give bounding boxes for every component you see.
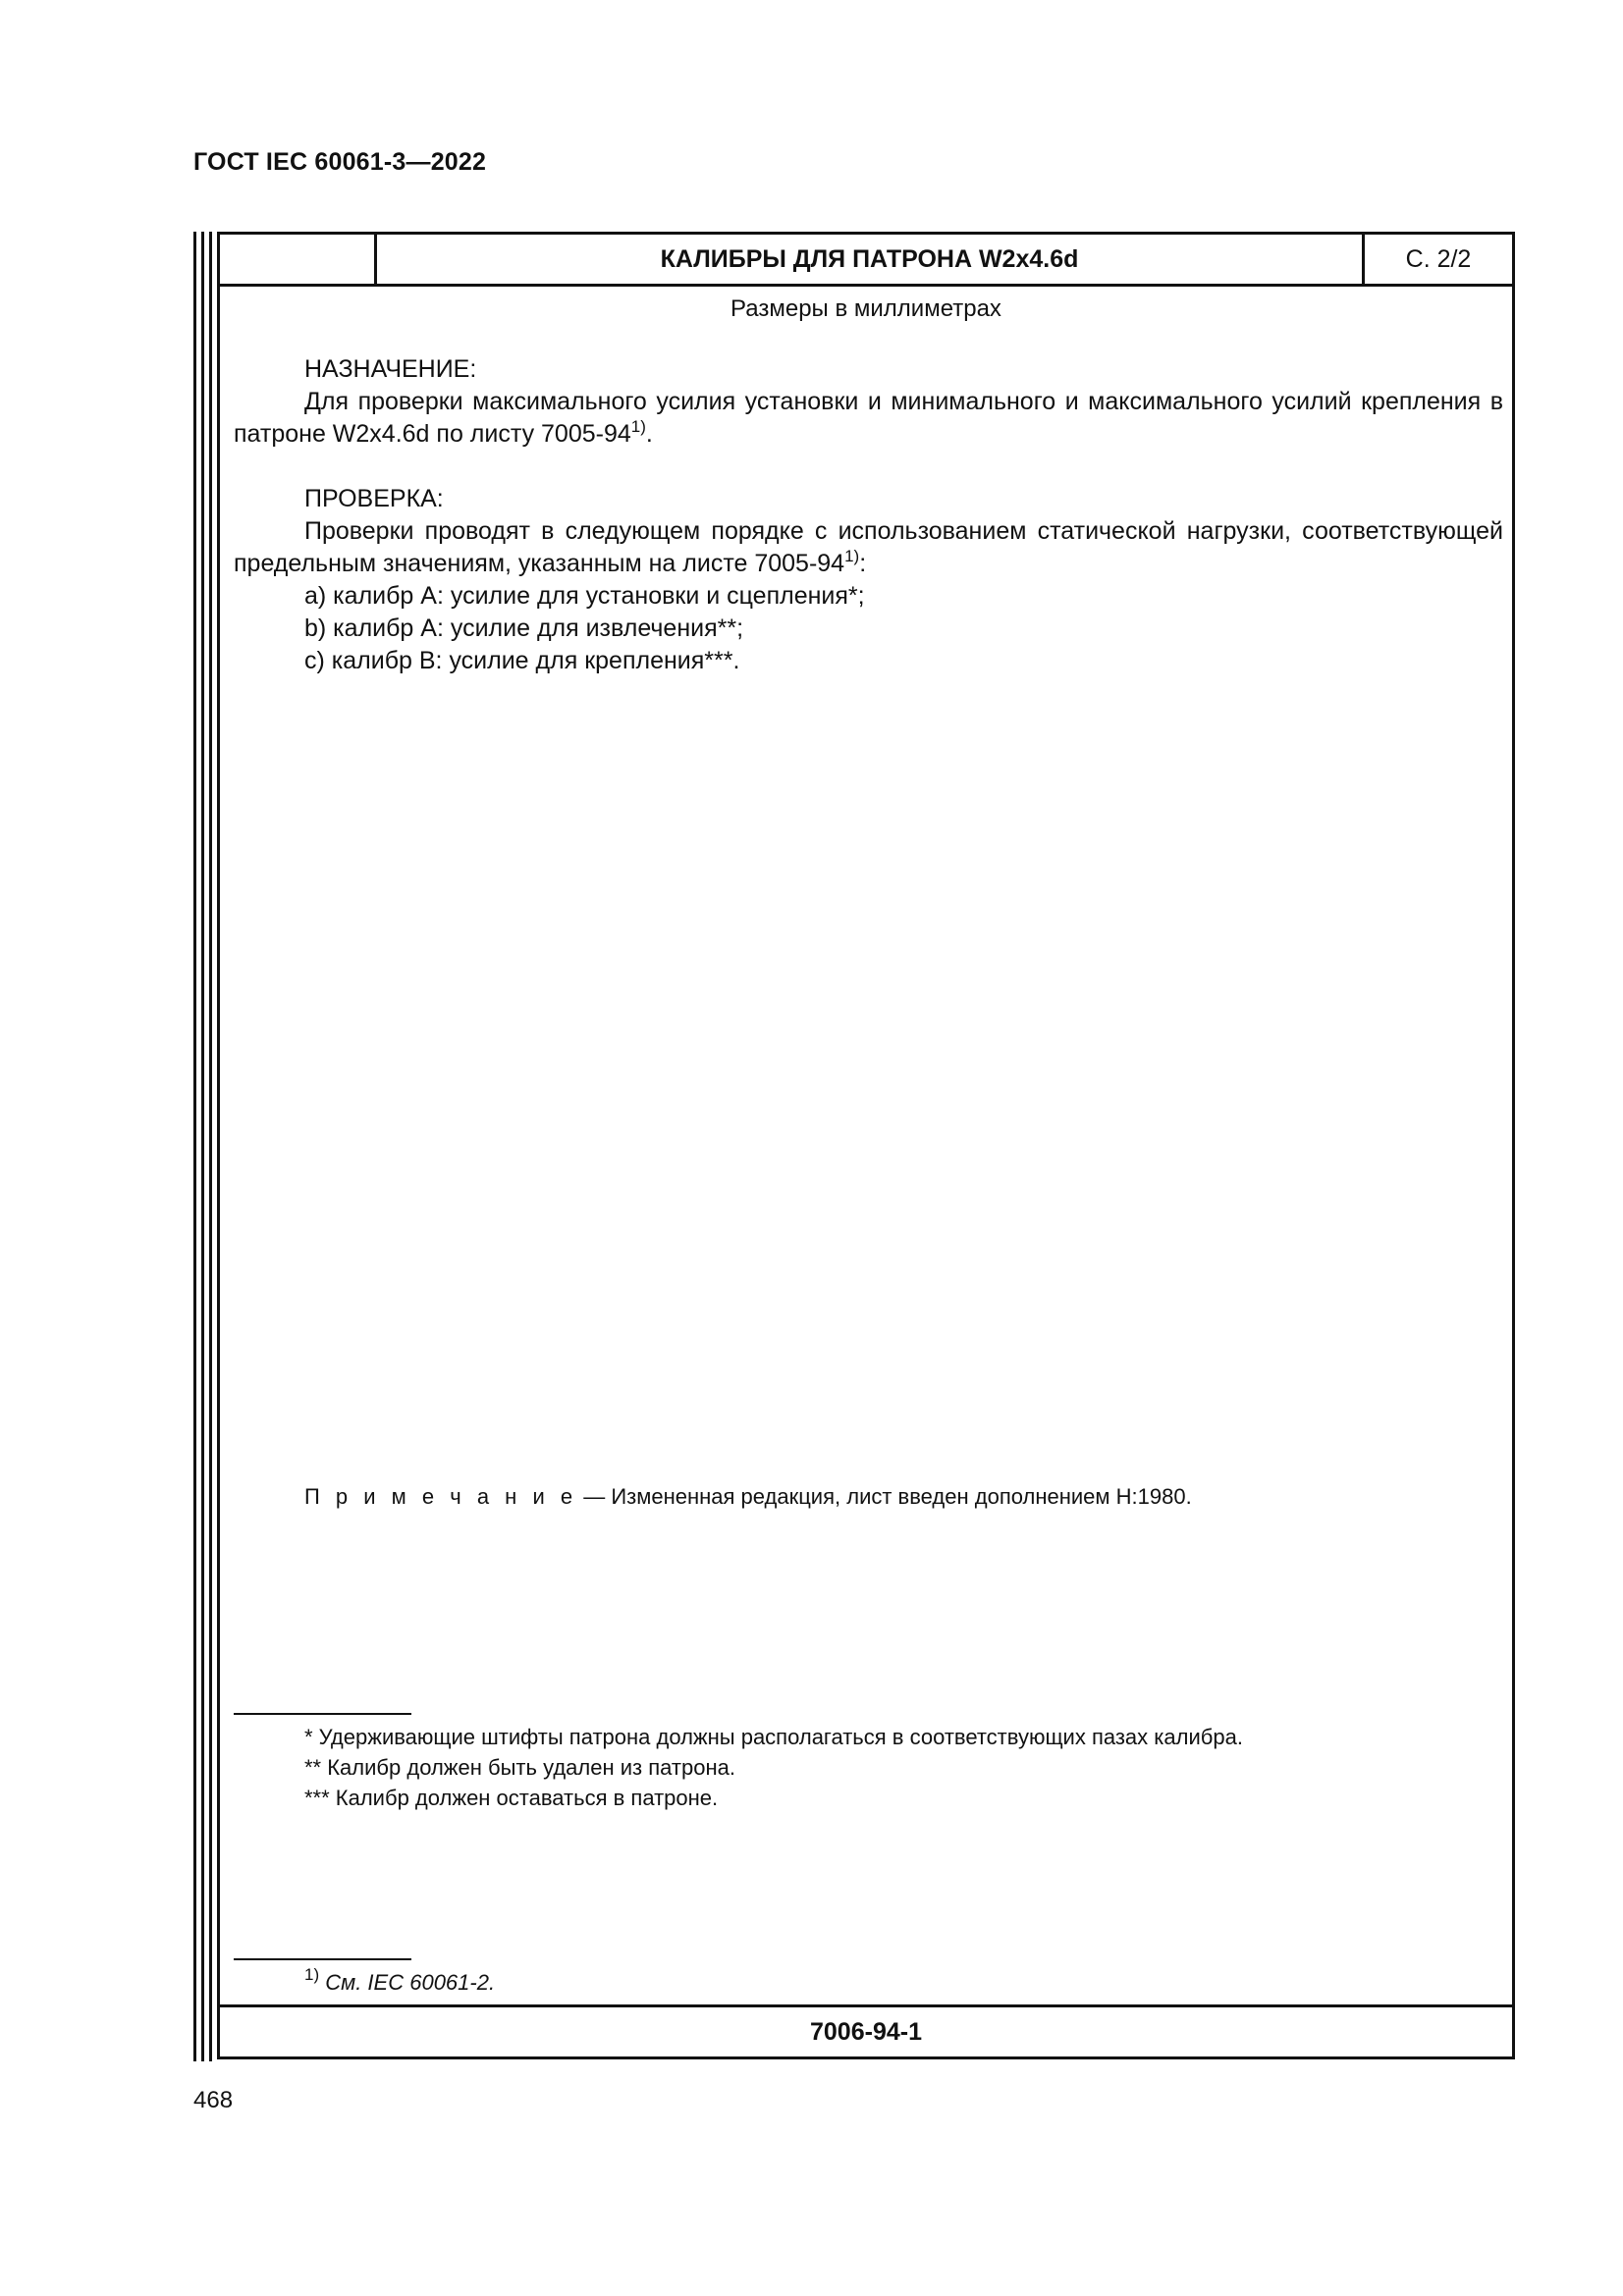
footnote-ref: 1) (630, 417, 646, 436)
title-cell-empty (220, 235, 377, 284)
check-item-c: c) калибр B: усилие для крепления***. (304, 647, 740, 674)
purpose-end: . (645, 420, 653, 448)
page-number: 468 (193, 2087, 234, 2113)
note-text: — Измененная редакция, лист введен дополнением Н:1980. (577, 1484, 1192, 1509)
purpose-text (234, 386, 1503, 451)
check-body: Проверки проводят в следующем порядке с использованием статической нагрузки, соответствующей предельным значениям, указанным на листе 7005-94 (234, 517, 1503, 577)
check-text (234, 515, 1503, 580)
check-item-b: b) калибр A: усилие для извлечения**; (304, 614, 744, 642)
footnote-2: ** Калибр должен быть удален из патрона. (304, 1755, 735, 1780)
check-item-a: a) калибр A: усилие для установки и сцепления*; (304, 582, 865, 610)
binding-line (193, 232, 196, 2061)
sheet-number: С. 2/2 (1362, 235, 1512, 284)
sheet-id: 7006-94-1 (220, 2004, 1512, 2056)
footnote-separator (234, 1958, 411, 1960)
footnote-ref: 1) (844, 547, 860, 565)
document-header: ГОСТ IEC 60061-3—2022 (193, 148, 487, 176)
note (304, 1484, 1192, 1510)
check-section (234, 483, 1503, 677)
footnote-3: *** Калибр должен оставаться в патроне. (304, 1786, 719, 1810)
footnote-mark: 1) (304, 1965, 320, 1984)
note-label: П р и м е ч а н и е (304, 1484, 578, 1509)
reference-footnote (304, 1967, 495, 1998)
sheet-frame (217, 232, 1515, 2059)
purpose-body: Для проверки максимального усилия установки и минимального и максимального усилий крепления в патроне W2x4.6d по листу 7005-94 (234, 388, 1503, 448)
check-end: : (859, 550, 867, 577)
purpose-heading: НАЗНАЧЕНИЕ: (304, 355, 477, 383)
binding-line (201, 232, 204, 2061)
units-note: Размеры в миллиметрах (730, 295, 1001, 322)
check-heading: ПРОВЕРКА: (304, 485, 444, 512)
purpose-section (234, 353, 1503, 451)
binding-line (209, 232, 212, 2061)
footnote-1: * Удерживающие штифты патрона должны располагаться в соответствующих пазах калибра. (304, 1725, 1243, 1749)
reference-text: См. IEC 60061-2. (319, 1970, 496, 1995)
footnote-separator (234, 1713, 411, 1715)
sheet-title: КАЛИБРЫ ДЛЯ ПАТРОНА W2x4.6d (660, 245, 1079, 273)
title-row (220, 235, 1512, 287)
